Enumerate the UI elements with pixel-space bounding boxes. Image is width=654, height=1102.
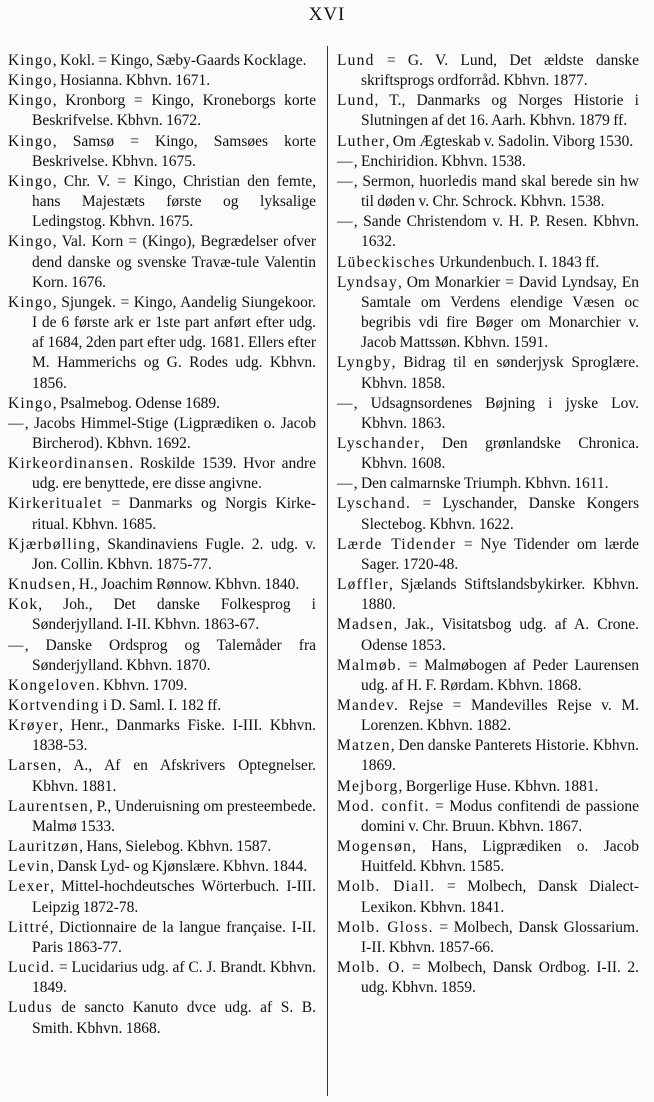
bibliography-entry — [8, 756, 316, 796]
entry-heading: Kongeloven — [8, 676, 96, 694]
entry-text: , Enchiridion. Kbhvn. 1538. — [353, 152, 526, 170]
entry-heading: Lund — [337, 92, 375, 110]
entry-heading: Mod. confit. — [337, 797, 430, 815]
entry-heading: Kingo — [8, 52, 53, 69]
bibliography-entry — [8, 293, 316, 394]
entry-text: , Psalmebog. Odense 1689. — [52, 394, 221, 412]
bibliography-entry — [8, 51, 316, 71]
entry-heading: Mandev. — [337, 697, 400, 714]
entry-text: , Sjælands Stiftslandsbykirker. Kbhvn. 1880. — [361, 576, 639, 614]
entry-text: , Kokl. = Kingo, Sæby-Gaards Kocklage. — [52, 52, 307, 69]
entry-text: , Dictionnaire de la langue française. I-II. Paris 1863-77. — [32, 918, 316, 956]
entry-heading: Lucid. — [8, 959, 56, 977]
bibliography-entry — [337, 172, 639, 212]
bibliography-entry — [337, 91, 639, 131]
right-column — [337, 51, 639, 998]
entry-text: , Val. Korn = (Kingo), Begrædelser ofver dend danske og svenske Travæ-tule Valentin Korn. 1676. — [32, 233, 316, 291]
bibliography-entry — [337, 958, 639, 998]
bibliography-entry — [8, 877, 316, 917]
bibliography-entry — [8, 454, 316, 494]
bibliography-entry — [8, 232, 316, 292]
entry-text: . Kbhvn. 1709. — [95, 676, 188, 694]
entry-text: i D. Saml. I. 182 ff. — [99, 697, 222, 714]
entry-text: = Modus confitendi de passione domini v. Chr. Bruun. Kbhvn. 1867. — [361, 797, 640, 835]
entry-text: , Den grønlandske Chronica. Kbhvn. 1608. — [361, 434, 639, 473]
entry-text: = Lucidarius udg. af C. J. Brandt. Kbhvn. 1849. — [32, 959, 316, 997]
bibliography-entry — [337, 494, 639, 534]
entry-heading: Malmøb. — [337, 656, 402, 674]
column-divider — [327, 46, 328, 1096]
entry-heading: — — [337, 394, 354, 412]
entry-text: , Dansk Lyd- og Kjønslære. Kbhvn. 1844. — [50, 858, 308, 876]
entry-heading: Kingo — [8, 132, 53, 150]
entry-text: , Joh., Det danske Folkesprog i Sønderjylland. I-II. Kbhvn. 1863-67. — [32, 596, 316, 634]
entry-text: , Jacobs Himmel-Stige (Ligprædiken o. Jacob Bircherod). Kbhvn. 1692. — [24, 414, 316, 452]
bibliography-entry — [8, 716, 316, 756]
bibliography-entry — [337, 212, 639, 252]
entry-heading: Kirkeordinansen — [8, 455, 130, 473]
entry-heading: Kortvending — [8, 697, 100, 714]
entry-text: , Kronborg = Kingo, Kroneborgs korte Beskrifvelse. Kbhvn. 1672. — [32, 92, 316, 130]
bibliography-entry — [8, 998, 316, 1038]
entry-text: , Chr. V. = Kingo, Christian den femte, hans Majestæts første og lyksalige Ledingstog. Kbhvn. 1675. — [32, 172, 316, 231]
bibliography-entry — [8, 958, 316, 998]
entry-text: , H., Joachim Rønnow. Kbhvn. 1840. — [71, 576, 300, 594]
bibliography-entry — [8, 797, 316, 837]
bibliography-entry — [337, 837, 639, 877]
left-column — [8, 51, 316, 1039]
entry-text: , Bidrag til en sønderjysk Sproglære. Kbhvn. 1858. — [361, 354, 639, 392]
entry-heading: Ludus — [8, 999, 53, 1017]
entry-text: , Den danske Panterets Historie. Kbhvn. 1869. — [361, 737, 639, 775]
entry-text: = Molbech, Dansk Dialect-Lexikon. Kbhvn. 1841. — [361, 878, 640, 916]
bibliography-entry — [337, 353, 639, 393]
entry-heading: Lexer — [8, 878, 51, 896]
entry-text: , T., Danmarks og Norges Historie i Slutningen af det 16. Aarh. Kbhvn. 1879 ff. — [361, 92, 639, 130]
entry-heading: — — [337, 475, 354, 493]
entry-text: = Nye Tidender om lærde Sager. 1720-48. — [361, 535, 639, 573]
bibliography-entry — [8, 837, 316, 857]
bibliography-entry — [337, 51, 639, 91]
entry-heading: Molb. Diall. — [337, 878, 436, 896]
entry-text: , Samsø = Kingo, Samsøes korte Beskrivelse. Kbhvn. 1675. — [32, 132, 316, 170]
entry-text: , Hosianna. Kbhvn. 1671. — [52, 72, 211, 90]
bibliography-entry — [337, 918, 639, 958]
bibliography-entry — [8, 676, 316, 696]
entry-text: , Henr., Danmarks Fiske. I-III. Kbhvn. 1838-53. — [32, 717, 316, 755]
entry-text: . Roskilde 1539. Hvor andre udg. ere benyttede, ere disse angivne. — [32, 455, 316, 493]
bibliography-entry — [8, 414, 316, 454]
entry-heading: Molb. Gloss. — [337, 918, 434, 936]
entry-heading: Lærde Tidender — [337, 535, 457, 553]
bibliography-entry — [8, 575, 316, 595]
entry-heading: — — [8, 414, 25, 432]
entry-heading: — — [8, 636, 25, 654]
entry-text: , Sermon, huorledis mand skal berede sin hw til døden v. Chr. Schrock. Kbhvn. 1538. — [353, 172, 639, 211]
bibliography-entry — [337, 535, 639, 575]
entry-text: , Udsagnsordenes Bøjning i jyske Lov. Kbhvn. 1863. — [353, 394, 639, 432]
entry-text: = Malmøbogen af Peder Laurensen udg. af H. F. Rørdam. Kbhvn. 1868. — [361, 656, 639, 694]
bibliography-entry — [8, 918, 316, 958]
entry-text: Rejse = Mandevilles Rejse v. M. Lorenzen. Kbhvn. 1882. — [361, 697, 639, 735]
entry-heading: Mogensøn — [337, 838, 413, 856]
bibliography-entry — [337, 394, 639, 434]
entry-heading: Kjærbølling — [8, 535, 97, 553]
entry-heading: Kingo — [8, 172, 53, 190]
entry-heading: Kingo — [8, 293, 53, 311]
page-number: XVI — [308, 4, 346, 25]
bibliography-entry — [337, 474, 639, 494]
entry-heading: Kingo — [8, 92, 53, 110]
entry-heading: — — [337, 152, 354, 170]
entry-heading: Lauritzøn — [8, 838, 80, 856]
entry-heading: Kingo — [8, 394, 53, 412]
bibliography-entry — [337, 696, 639, 736]
entry-heading: Kirkeritualet — [8, 495, 103, 513]
entry-heading: Lyschand. — [337, 495, 412, 513]
entry-heading: — — [337, 172, 354, 190]
entry-heading: Kingo — [8, 233, 53, 251]
bibliography-entry — [337, 434, 639, 474]
entry-text: , Hans, Sielebog. Kbhvn. 1587. — [79, 838, 272, 856]
entry-text: , Om Monarkier = David Lyndsay, En Samtale om Verdens elendige Væsen oc begribis vdi fire Bøger om Monarchier v. Jacob Mattssøn. Kbhvn. 1591. — [361, 273, 639, 352]
bibliography-entry — [8, 394, 316, 414]
bibliography-entry — [337, 656, 639, 696]
entry-heading: Krøyer — [8, 717, 60, 735]
entry-text: = Danmarks og Norgis Kirke-ritual. Kbhvn. 1685. — [32, 495, 316, 533]
bibliography-entry — [337, 273, 639, 354]
entry-text: , Sande Christendom v. H. P. Resen. Kbhvn. 1632. — [353, 213, 639, 251]
entry-heading: — — [337, 213, 354, 231]
bibliography-entry — [8, 595, 316, 635]
entry-text: , Mittel-hochdeutsches Wörterbuch. I-III. Leipzig 1872-78. — [32, 878, 316, 916]
entry-text: , Sjungek. = Kingo, Aandelig Siungekoor. I de 6 første ark er 1ste part anført efter udg. af 1684, 2den part efter udg. 1681. Ellers efter M. Hammerichs og G. Rodes udg. Kbhvn. 1856. — [32, 293, 316, 392]
entry-heading: Løffler — [337, 576, 390, 594]
entry-heading: Lund — [337, 52, 375, 69]
entry-heading: Lyschander — [337, 434, 421, 452]
entry-heading: Larsen — [8, 757, 58, 775]
entry-heading: Madsen — [337, 616, 394, 634]
bibliography-entry — [337, 615, 639, 655]
bibliography-entry — [337, 797, 639, 837]
bibliography-entry — [8, 857, 316, 877]
entry-text: = Molbech, Dansk Glossarium. I-II. Kbhvn. 1857-66. — [361, 918, 639, 956]
bibliography-entry — [8, 636, 316, 676]
entry-text: , Den calmarnske Triumph. Kbhvn. 1611. — [353, 475, 609, 493]
bibliography-entry — [337, 253, 639, 273]
entry-text: Urkundenbuch. I. 1843 ff. — [435, 253, 600, 271]
entry-text: = Lyschander, Danske Kongers Slectebog. Kbhvn. 1622. — [361, 495, 639, 533]
entry-text: = G. V. Lund, Det ældste danske skriftsprogs ordforråd. Kbhvn. 1877. — [361, 52, 639, 90]
bibliography-entry — [8, 172, 316, 232]
entry-heading: Knudsen — [8, 576, 72, 594]
entry-text: , Borgerlige Huse. Kbhvn. 1881. — [398, 777, 599, 795]
bibliography-entry — [337, 877, 639, 917]
bibliography-entry — [8, 91, 316, 131]
bibliography-entry — [337, 777, 639, 797]
bibliography-entry — [8, 535, 316, 575]
entry-heading: Littré — [8, 918, 50, 936]
entry-text: , Danske Ordsprog og Talemåder fra Sønderjylland. Kbhvn. 1870. — [24, 636, 316, 674]
bibliography-entry — [337, 736, 639, 776]
bibliography-entry — [8, 132, 316, 172]
bibliography-entry — [8, 696, 316, 716]
entry-heading: Kok — [8, 596, 39, 614]
entry-text: de sancto Kanuto dvce udg. af S. B. Smith. Kbhvn. 1868. — [32, 999, 316, 1037]
bibliography-entry — [337, 575, 639, 615]
entry-heading: Luther — [337, 132, 386, 150]
entry-heading: Mejborg — [337, 777, 399, 795]
entry-heading: Kingo — [8, 72, 53, 90]
entry-text: , Om Ægteskab v. Sadolin. Viborg 1530. — [385, 132, 634, 150]
entry-heading: Molb. O. — [337, 959, 406, 977]
entry-heading: Levin — [8, 858, 51, 876]
entry-text: , Skandinaviens Fugle. 2. udg. v. Jon. Collin. Kbhvn. 1875-77. — [32, 535, 316, 573]
bibliography-entry — [8, 71, 316, 91]
entry-text: , Jak., Visitatsbog udg. af A. Crone. Odense 1853. — [361, 616, 639, 654]
entry-text: , A., Af en Afskrivers Optegnelser. Kbhvn. 1881. — [32, 757, 316, 795]
entry-heading: Lyndsay — [337, 273, 398, 291]
entry-heading: Lübeckisches — [337, 253, 436, 271]
entry-heading: Laurentsen — [8, 797, 89, 815]
entry-text: , P., Underuisning om presteembede. Malmø 1533. — [32, 797, 316, 835]
bibliography-entry — [8, 494, 316, 534]
entry-text: , Hans, Ligprædiken o. Jacob Huitfeld. Kbhvn. 1585. — [361, 838, 639, 876]
entry-heading: Lyngby — [337, 354, 392, 372]
bibliography-entry — [337, 132, 639, 152]
entry-heading: Matzen — [337, 737, 391, 755]
bibliography-entry — [337, 152, 639, 172]
entry-text: = Molbech, Dansk Ordbog. I-II. 2. udg. Kbhvn. 1859. — [361, 959, 639, 997]
